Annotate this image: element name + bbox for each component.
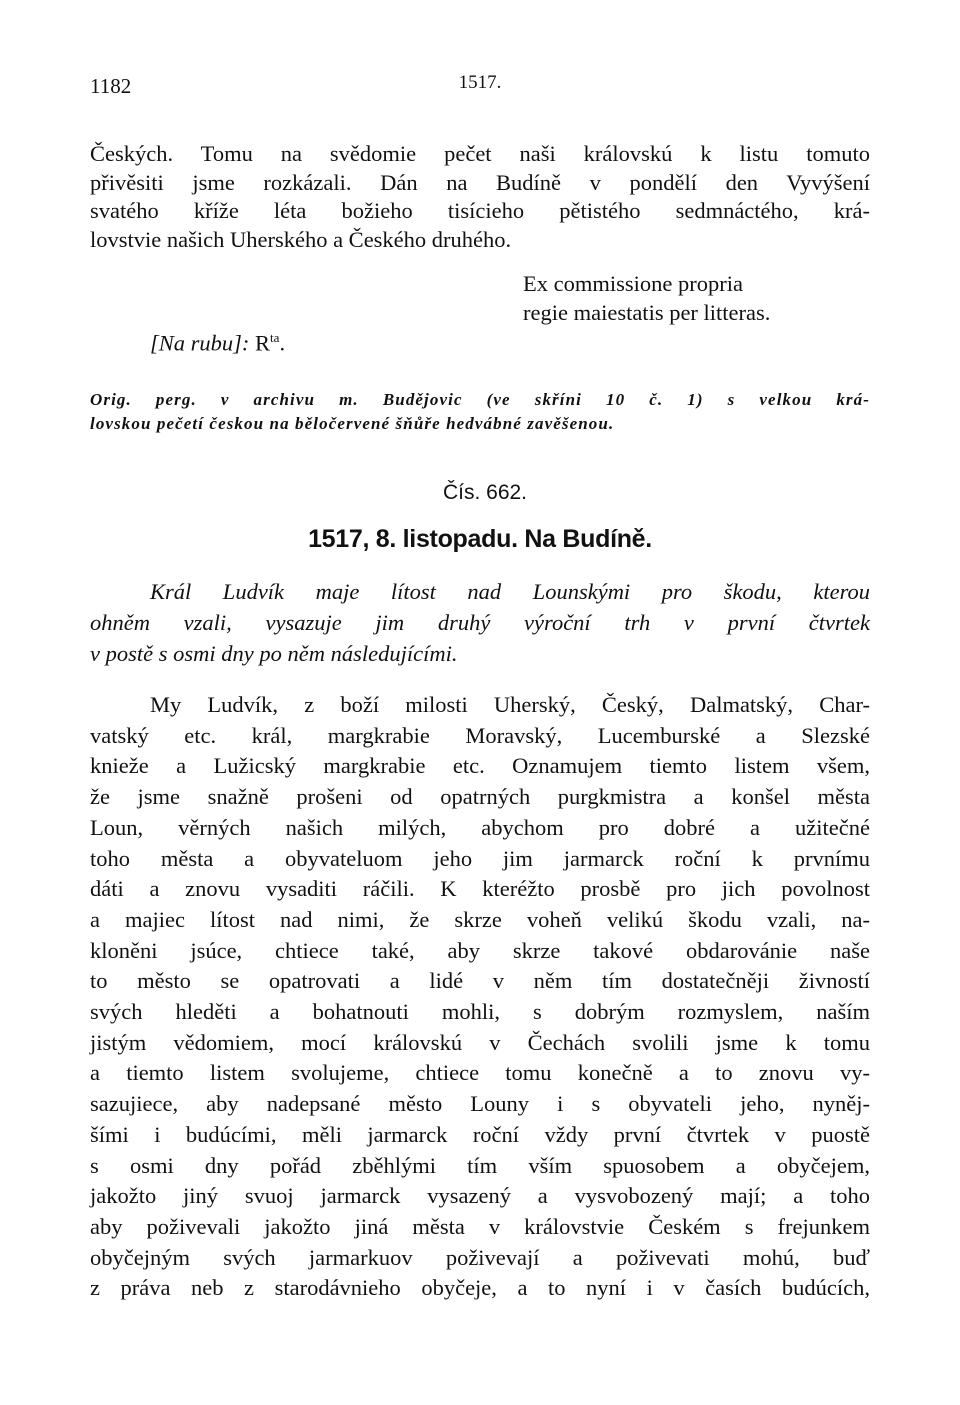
body-line: dáti a znovu vysaditi ráčili. K kteréžto prosbě pro jich povolnost	[90, 876, 870, 902]
note-line: lovskou pečetí českou na běločervené šňůře hedvábné zavěšenou.	[90, 414, 615, 433]
page-header	[90, 74, 870, 104]
commission-line: regie maiestatis per litteras.	[523, 299, 771, 325]
commission-line: Ex commissione propria	[523, 271, 743, 296]
body-line: a tiemto listem svolujeme, chtiece tomu konečně a to znovu vy-	[90, 1060, 870, 1086]
verso-end: .	[279, 330, 286, 356]
page-number: 1182	[90, 74, 132, 98]
body-line: toho města a obyvateluom jeho jim jarmarck roční k prvnímu	[90, 845, 870, 871]
running-head-year: 1517.	[458, 72, 502, 93]
summary-line: ohněm vzali, vysazuje jim druhý výroční trh v první čtvrtek	[90, 610, 870, 635]
charter-body	[90, 690, 870, 1304]
body-line: kloněni jsúce, chtiece také, aby skrze takové obdarovánie naše	[90, 937, 870, 963]
body-line: vatský etc. král, margkrabie Moravský, Lucemburské a Slezské	[90, 722, 870, 748]
document-number: Čís. 662.	[442, 481, 528, 504]
body-line: jakožto jiný svuoj jarmarck vysazený a vysvobozený mají; a toho	[90, 1183, 870, 1209]
verso-note	[150, 330, 285, 357]
summary	[90, 576, 870, 669]
body-line: že jsme snažně prošeni od opatrných purgkmistra a konšel města	[90, 784, 870, 810]
body-line: sazujiece, aby nadepsané město Louny i s obyvateli jeho, nyněj-	[90, 1091, 870, 1117]
summary-line: Král Ludvík maje lítost nad Lounskými pro škodu, kterou	[150, 579, 870, 604]
verso-mark: R	[255, 330, 271, 356]
commission-note	[523, 270, 770, 327]
body-line: s osmi dny pořád zběhlými tím vším spuosobem a obyčejem,	[90, 1152, 870, 1178]
text-line: přivěsiti jsme rozkázali. Dán na Budíně v pondělí den Vyvýšení	[90, 169, 870, 195]
body-line: svých hleděti a bohatnouti mohli, s dobrým rozmyslem, naším	[90, 999, 870, 1025]
body-line: aby poživevali jakožto jiná města v královstvie Českém s frejunkem	[90, 1213, 870, 1239]
text-line: lovstvie našich Uherského a Českého druhého.	[90, 226, 512, 252]
verso-label: [Na rubu]:	[150, 330, 250, 356]
body-line: šími i budúcími, měli jarmarck roční vždy první čtvrtek v puostě	[90, 1121, 870, 1147]
date-heading: 1517, 8. listopadu. Na Budíně.	[308, 525, 652, 553]
text-line: svatého kříže léta božieho tisícieho pětistého sedmnáctého, krá-	[90, 198, 870, 224]
body-line: jistým vědomiem, mocí královskú v Čechách svolili jsme k tomu	[90, 1029, 870, 1055]
note-line: Orig. perg. v archivu m. Budějovic (ve skříni 10 č. 1) s velkou krá-	[90, 390, 870, 409]
body-line: obyčejným svých jarmarkuov poživevají a poživevati mohú, buď	[90, 1244, 870, 1270]
continuation-text	[90, 140, 870, 254]
verso-mark-sup: ta	[270, 330, 280, 345]
body-line: z práva neb z starodávnieho obyčeje, a to nyní i v časích budúcích,	[90, 1275, 870, 1301]
body-line: knieže a Lužicský margkrabie etc. Oznamujem tiemto listem všem,	[90, 753, 870, 779]
original-source-note	[90, 388, 870, 436]
body-line: a majiec lítost nad nimi, že skrze voheň velikú škodu vzali, na-	[90, 906, 870, 932]
summary-line: v postě s osmi dny po něm následujícími.	[90, 641, 458, 666]
body-line: My Ludvík, z boží milosti Uherský, Český, Dalmatský, Char-	[150, 692, 870, 717]
text-line: Českých. Tomu na svědomie pečet naši královskú k listu tomuto	[90, 141, 870, 166]
body-line: Loun, věrných našich milých, abychom pro dobré a užitečné	[90, 814, 870, 840]
body-line: to město se opatrovati a lidé v něm tím dostatečněji živností	[90, 968, 870, 994]
